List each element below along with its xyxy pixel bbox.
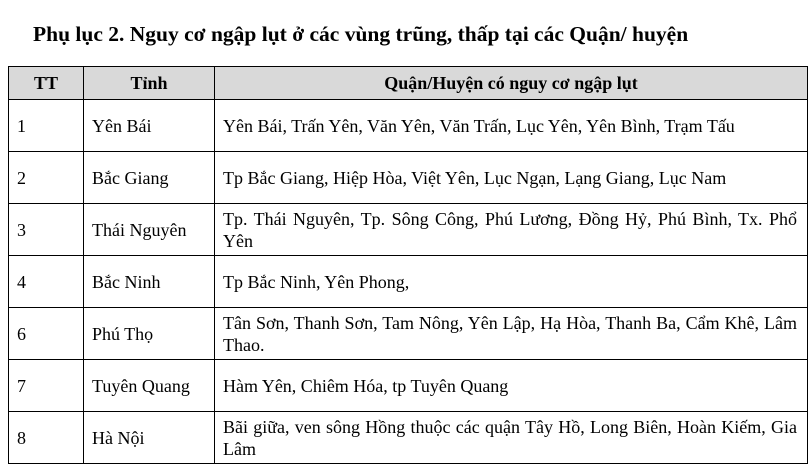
cell-tt: 8 [9,412,84,464]
cell-tt: 4 [9,256,84,308]
table-row [9,152,808,204]
cell-districts: Tp Bắc Ninh, Yên Phong, [215,256,808,308]
table-row [9,256,808,308]
cell-districts: Tp Bắc Giang, Hiệp Hòa, Việt Yên, Lục Ngạn, Lạng Giang, Lục Nam [215,152,808,204]
cell-province: Phú Thọ [84,308,215,360]
document-title: Phụ lục 2. Nguy cơ ngập lụt ở các vùng trũng, thấp tại các Quận/ huyện [33,22,689,46]
cell-districts: Tp. Thái Nguyên, Tp. Sông Công, Phú Lương, Đồng Hỷ, Phú Bình, Tx. Phổ Yên [215,204,808,256]
cell-tt: 7 [9,360,84,412]
cell-province: Bắc Ninh [84,256,215,308]
table-header-row [9,67,808,100]
cell-province: Bắc Giang [84,152,215,204]
table-row [9,412,808,464]
cell-province: Hà Nội [84,412,215,464]
cell-province: Tuyên Quang [84,360,215,412]
cell-districts: Yên Bái, Trấn Yên, Văn Yên, Văn Trấn, Lục Yên, Yên Bình, Trạm Tấu [215,100,808,152]
cell-province: Yên Bái [84,100,215,152]
cell-districts: Hàm Yên, Chiêm Hóa, tp Tuyên Quang [215,360,808,412]
cell-tt: 6 [9,308,84,360]
cell-tt: 2 [9,152,84,204]
cell-districts: Bãi giữa, ven sông Hồng thuộc các quận Tây Hồ, Long Biên, Hoàn Kiếm, Gia Lâm [215,412,808,464]
header-province: Tỉnh [84,67,215,100]
table-row [9,204,808,256]
cell-tt: 3 [9,204,84,256]
table-row [9,360,808,412]
cell-province: Thái Nguyên [84,204,215,256]
table-row [9,100,808,152]
flood-risk-table [8,66,808,464]
header-tt: TT [9,67,84,100]
cell-districts: Tân Sơn, Thanh Sơn, Tam Nông, Yên Lập, Hạ Hòa, Thanh Ba, Cẩm Khê, Lâm Thao. [215,308,808,360]
header-districts: Quận/Huyện có nguy cơ ngập lụt [215,67,808,100]
table-row [9,308,808,360]
cell-tt: 1 [9,100,84,152]
